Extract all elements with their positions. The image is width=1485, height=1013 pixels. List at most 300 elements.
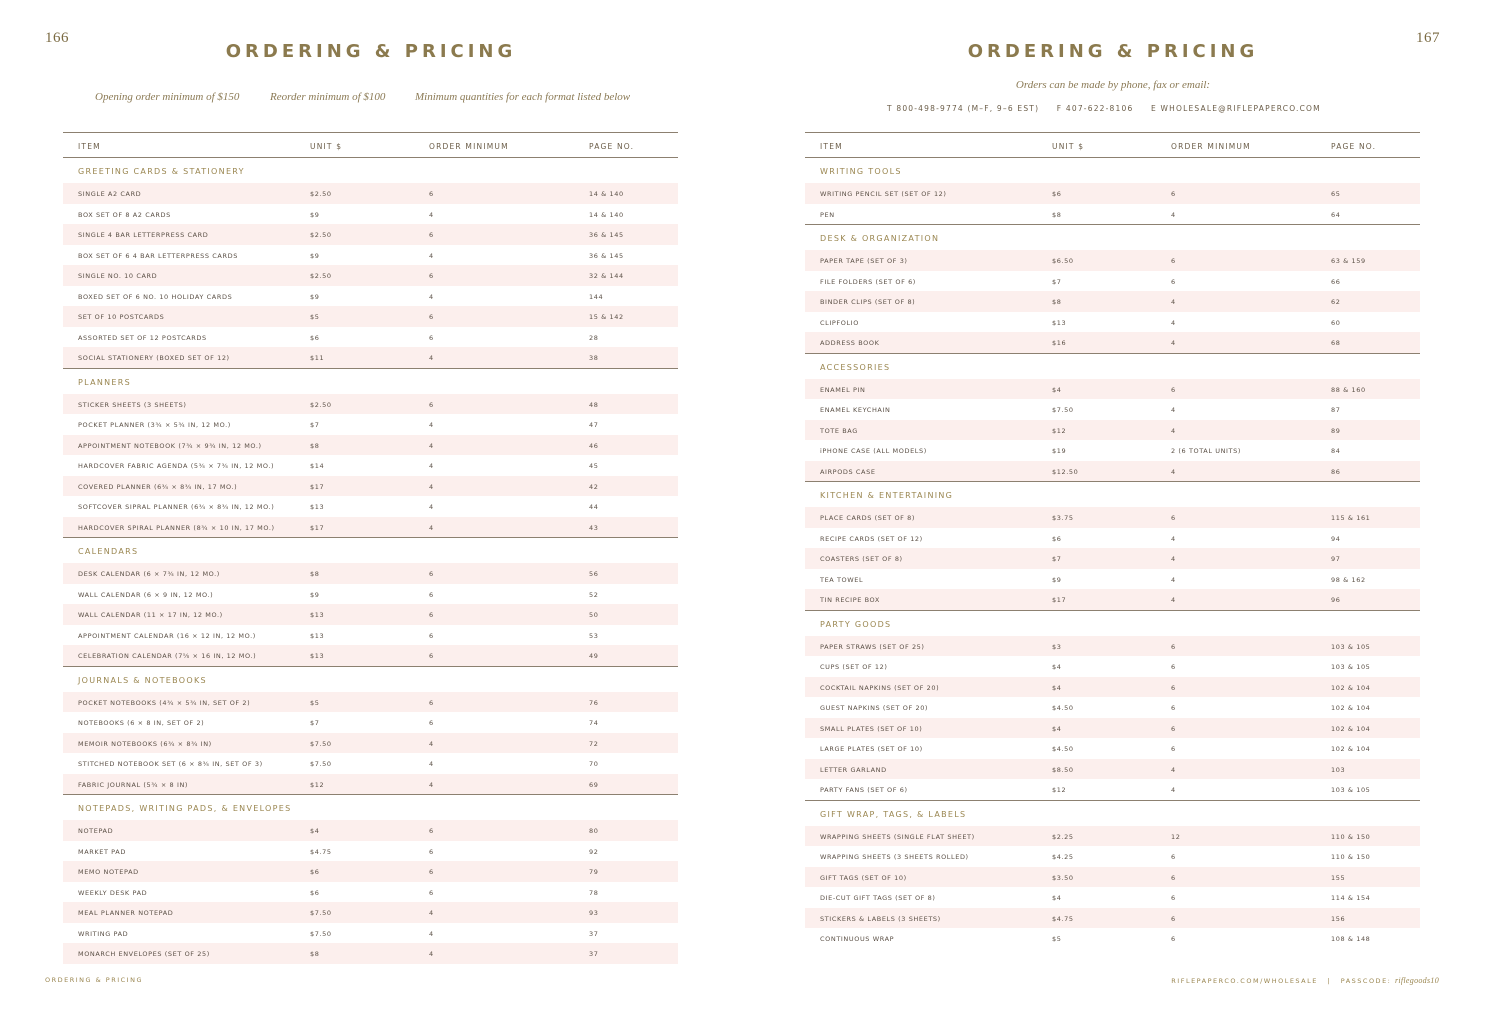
unit-price: $8: [1052, 210, 1062, 219]
table-row: [63, 183, 678, 204]
section-title: GIFT WRAP, TAGS, & LABELS: [820, 809, 967, 819]
table-row: [63, 861, 678, 882]
section-rows: [805, 250, 1420, 353]
page-number: 115 & 161: [1331, 514, 1371, 522]
unit-price: $14: [310, 462, 325, 470]
table-row: [805, 867, 1420, 888]
unit-price: $6: [310, 333, 320, 342]
item-name: AIRPODS CASE: [820, 467, 876, 476]
order-minimum: 6: [429, 847, 434, 856]
footer-label: ORDERING & PRICING: [45, 976, 143, 984]
order-minimum: 4: [1171, 210, 1176, 219]
section-heading: [805, 610, 1420, 636]
section-heading: [63, 794, 678, 820]
page-number: 102 & 104: [1331, 683, 1371, 692]
table-row: [805, 928, 1420, 949]
unit-price: $5: [310, 698, 320, 707]
unit-price: $6: [1052, 534, 1062, 543]
page-number: 46: [589, 441, 599, 450]
table-row: [805, 548, 1420, 569]
item-name: iPHONE CASE (ALL MODELS): [820, 447, 927, 455]
item-name: MONARCH ENVELOPES (SET OF 25): [78, 950, 210, 958]
unit-price: $4.75: [310, 847, 332, 856]
page-number: 52: [589, 590, 599, 599]
opening-order-note: Opening order minimum of $150: [95, 91, 240, 103]
fax-contact[interactable]: F 407-622-8106: [1056, 104, 1134, 113]
table-row: [63, 584, 678, 605]
unit-price: $13: [310, 503, 325, 511]
page-number: 38: [589, 354, 599, 362]
page-number: 14 & 140: [589, 190, 624, 198]
section-title: PARTY GOODS: [820, 619, 892, 629]
unit-price: $2.50: [310, 190, 332, 198]
item-name: MEMOIR NOTEBOOKS (6¾ × 8¾ IN): [78, 739, 212, 748]
unit-price: $12: [1052, 426, 1067, 435]
wholesale-link[interactable]: RIFLEPAPERCO.COM/WHOLESALE: [1171, 977, 1318, 985]
item-name: SINGLE A2 CARD: [78, 190, 142, 198]
section-rows: [63, 563, 678, 666]
table-row: [805, 379, 1420, 400]
section-rows: [63, 692, 678, 795]
page-number: 62: [1331, 298, 1341, 306]
table-row: [805, 312, 1420, 333]
order-minimum: 4: [429, 292, 434, 301]
unit-price: $16: [1052, 339, 1067, 347]
item-name: SOCIAL STATIONERY (BOXED SET OF 12): [78, 354, 230, 362]
page-number: 14 & 140: [589, 210, 624, 219]
table-row: [63, 692, 678, 713]
order-minimum: 6: [1171, 663, 1176, 671]
order-minimum: 4: [429, 441, 434, 450]
table-row: [63, 265, 678, 286]
item-name: FABRIC JOURNAL (5¾ × 8 IN): [78, 780, 189, 789]
order-minimum: 4: [1171, 596, 1176, 604]
section-rows: [805, 183, 1420, 224]
item-name: WALL CALENDAR (11 × 17 IN, 12 MO.): [78, 611, 223, 619]
order-minimum: 6: [1171, 704, 1176, 712]
item-name: CUPS (SET OF 12): [820, 663, 888, 671]
page-number: 53: [589, 631, 599, 640]
page-number: 15 & 142: [589, 313, 624, 321]
unit-price: $8: [1052, 298, 1062, 306]
item-name: DIE-CUT GIFT TAGS (SET OF 8): [820, 894, 936, 902]
page-title: ORDERING & PRICING: [967, 41, 1259, 62]
order-minimum: 4: [429, 462, 434, 470]
unit-price: $4.75: [1052, 914, 1074, 923]
unit-price: $4: [1052, 724, 1062, 733]
email-contact[interactable]: E WHOLESALE@RIFLEPAPERCO.COM: [1151, 104, 1321, 113]
page-number: 110 & 150: [1331, 832, 1371, 841]
pricing-table: [63, 132, 678, 964]
order-minimum: 6: [429, 868, 434, 876]
item-name: SINGLE 4 BAR LETTERPRESS CARD: [78, 231, 209, 239]
table-row: [63, 517, 678, 538]
section-heading: [805, 353, 1420, 379]
table-row: [805, 826, 1420, 847]
section-title: GREETING CARDS & STATIONERY: [78, 167, 245, 176]
item-name: STICKER SHEETS (3 SHEETS): [78, 400, 187, 409]
unit-price: $4.25: [1052, 853, 1074, 861]
order-minimum: 6: [1171, 914, 1176, 923]
unit-price: $13: [310, 652, 325, 660]
order-minimum: 6: [1171, 853, 1176, 861]
section-rows: [805, 379, 1420, 482]
item-name: WRITING PENCIL SET (SET OF 12): [820, 190, 947, 198]
table-row: [63, 327, 678, 348]
item-name: BOX SET OF 6 4 BAR LETTERPRESS CARDS: [78, 251, 238, 260]
page-number: 167: [1416, 30, 1440, 46]
order-minimum: 6: [1171, 683, 1176, 692]
item-name: PAPER TAPE (SET OF 3): [820, 257, 908, 265]
page-number: 65: [1331, 190, 1341, 198]
item-name: MEAL PLANNER NOTEPAD: [78, 909, 174, 917]
page-number: 166: [45, 30, 69, 46]
unit-price: $6: [310, 868, 320, 876]
item-name: WEEKLY DESK PAD: [78, 888, 148, 897]
pricing-table: [805, 132, 1420, 949]
order-minimum: 4: [429, 482, 434, 491]
unit-price: $4.50: [1052, 745, 1074, 753]
order-minimum: 4: [1171, 298, 1176, 306]
unit-price: $9: [310, 292, 320, 301]
order-minimum: 6: [1171, 745, 1176, 753]
item-name: DESK CALENDAR (6 × 7¾ IN, 12 MO.): [78, 570, 220, 578]
table-row: [63, 753, 678, 774]
item-column-header: ITEM: [820, 142, 843, 151]
order-minimum: 6: [1171, 873, 1176, 882]
page-number: 97: [1331, 555, 1341, 563]
passcode-label: PASSCODE:: [1340, 977, 1392, 985]
order-minimum-column-header: ORDER MINIMUM: [1171, 142, 1251, 151]
unit-price: $9: [310, 210, 320, 219]
unit-price: $13: [310, 611, 325, 619]
order-minimum: 4: [429, 523, 434, 532]
table-row: [63, 435, 678, 456]
unit-price: $17: [310, 482, 325, 491]
page-number: 28: [589, 333, 599, 342]
unit-price: $5: [1052, 935, 1062, 943]
order-minimum-column-header: ORDER MINIMUM: [429, 142, 509, 151]
page-number: 89: [1331, 426, 1341, 435]
order-minimum: 6: [1171, 257, 1176, 265]
page-number: 45: [589, 462, 599, 470]
item-name: BOXED SET OF 6 NO. 10 HOLIDAY CARDS: [78, 292, 233, 301]
order-minimum: 6: [429, 698, 434, 707]
unit-price: $2.50: [310, 231, 332, 239]
table-row: [63, 604, 678, 625]
order-minimum: 6: [429, 570, 434, 578]
page-number: 102 & 104: [1331, 724, 1371, 733]
unit-price: $6: [1052, 190, 1062, 198]
item-name: MARKET PAD: [78, 847, 126, 856]
section-heading: [63, 368, 678, 394]
section-title: WRITING TOOLS: [820, 167, 902, 176]
unit-price: $19: [1052, 447, 1067, 455]
order-minimum: 6: [1171, 724, 1176, 733]
unit-price: $9: [1052, 575, 1062, 584]
page-number: 72: [589, 739, 599, 748]
table-row: [63, 943, 678, 964]
unit-price: $12: [310, 780, 325, 789]
table-row: [63, 455, 678, 476]
contact-line: [887, 104, 1335, 113]
unit-price: $4: [310, 827, 320, 835]
page-number: 32 & 144: [589, 272, 624, 280]
order-minimum: 4: [1171, 467, 1176, 476]
table-row: [63, 306, 678, 327]
table-row: [805, 697, 1420, 718]
page-number: 102 & 104: [1331, 704, 1371, 712]
page-number: 36 & 145: [589, 231, 624, 239]
item-name: APPOINTMENT CALENDAR (16 × 12 IN, 12 MO.): [78, 631, 256, 640]
item-name: PAPER STRAWS (SET OF 25): [820, 642, 925, 651]
section-rows: [805, 826, 1420, 949]
page-number: 110 & 150: [1331, 853, 1371, 861]
item-name: HARDCOVER FABRIC AGENDA (5¾ × 7¾ IN, 12 MO.): [78, 462, 275, 470]
item-name: CONTINUOUS WRAP: [820, 935, 895, 943]
item-name: LETTER GARLAND: [820, 765, 887, 774]
item-name: WALL CALENDAR (6 × 9 IN, 12 MO.): [78, 590, 214, 599]
table-row: [63, 733, 678, 754]
order-minimum: 6: [429, 590, 434, 599]
unit-price: $4: [1052, 894, 1062, 902]
table-row: [805, 846, 1420, 867]
item-name: ADDRESS BOOK: [820, 339, 880, 347]
item-name: CELEBRATION CALENDAR (7⅝ × 16 IN, 12 MO.): [78, 652, 257, 660]
item-name: WRAPPING SHEETS (3 SHEETS ROLLED): [820, 853, 969, 861]
page-number: 37: [589, 929, 599, 938]
table-row: [805, 656, 1420, 677]
table-row: [805, 271, 1420, 292]
unit-price: $8: [310, 441, 320, 450]
order-minimum: 6: [429, 631, 434, 640]
unit-price: $3.50: [1052, 873, 1074, 882]
order-minimum: 4: [429, 929, 434, 938]
page-number: 144: [589, 292, 604, 301]
table-row: [805, 204, 1420, 225]
unit-price: $2.50: [310, 272, 332, 280]
order-minimum: 6: [1171, 190, 1176, 198]
order-minimum: 4: [429, 251, 434, 260]
page-number: 103: [1331, 765, 1346, 774]
table-row: [805, 332, 1420, 353]
page-number: 70: [589, 760, 599, 768]
order-minimum: 6: [429, 652, 434, 660]
page-number: 87: [1331, 406, 1341, 414]
table-row: [63, 414, 678, 435]
table-row: [805, 677, 1420, 698]
page-number: 79: [589, 868, 599, 876]
unit-price: $7.50: [1052, 406, 1074, 414]
unit-price: $12.50: [1052, 467, 1079, 476]
unit-price: $7.50: [310, 739, 332, 748]
item-name: MEMO NOTEPAD: [78, 868, 139, 876]
item-name: WRAPPING SHEETS (SINGLE FLAT SHEET): [820, 832, 975, 841]
section-title: KITCHEN & ENTERTAINING: [820, 491, 954, 500]
table-row: [63, 625, 678, 646]
unit-price: $7.50: [310, 929, 332, 938]
unit-price: $4.50: [1052, 704, 1074, 712]
item-name: TOTE BAG: [820, 426, 858, 435]
unit-price: $17: [1052, 596, 1067, 604]
section-rows: [63, 183, 678, 368]
unit-price: $7: [1052, 277, 1062, 286]
order-minimum: 2 (6 TOTAL UNITS): [1171, 447, 1241, 455]
section-title: JOURNALS & NOTEBOOKS: [78, 675, 207, 685]
order-minimum: 4: [1171, 575, 1176, 584]
order-minimum: 4: [1171, 765, 1176, 774]
table-row: [63, 774, 678, 795]
page-number: 102 & 104: [1331, 745, 1371, 753]
unit-price: $7: [1052, 555, 1062, 563]
item-name: GUEST NAPKINS (SET OF 20): [820, 704, 929, 712]
page-number: 76: [589, 698, 599, 707]
unit-price: $8.50: [1052, 765, 1074, 774]
table-row: [63, 882, 678, 903]
page-number: 63 & 159: [1331, 257, 1366, 265]
section-heading: [805, 800, 1420, 826]
order-minimum: 6: [429, 190, 434, 198]
page-number: 103 & 105: [1331, 786, 1371, 794]
item-column-header: ITEM: [78, 142, 101, 151]
table-row: [63, 347, 678, 368]
page-number: 43: [589, 523, 599, 532]
item-name: COASTERS (SET OF 8): [820, 555, 903, 563]
page-number: 60: [1331, 318, 1341, 327]
minimum-quantities-note: Minimum quantities for each format listed below: [415, 91, 631, 103]
page-number: 68: [1331, 339, 1341, 347]
page-number: 103 & 105: [1331, 642, 1371, 651]
item-name: BINDER CLIPS (SET OF 8): [820, 298, 916, 306]
page-number: 103 & 105: [1331, 663, 1371, 671]
unit-price: $6: [310, 888, 320, 897]
section-rows: [63, 394, 678, 538]
table-row: [63, 563, 678, 584]
table-row: [63, 645, 678, 666]
table-row: [63, 394, 678, 415]
table-row: [63, 496, 678, 517]
page-number: 69: [589, 780, 599, 789]
item-name: WRITING PAD: [78, 929, 129, 938]
item-name: SET OF 10 POSTCARDS: [78, 313, 165, 321]
table-row: [63, 902, 678, 923]
table-row: [63, 286, 678, 307]
page-number: 50: [589, 611, 599, 619]
page-number: 36 & 145: [589, 251, 624, 260]
unit-price: $13: [310, 631, 325, 640]
unit-price: $9: [310, 251, 320, 260]
section-heading: [63, 666, 678, 692]
unit-price: $8: [310, 950, 320, 958]
left-page: [0, 0, 742, 1013]
page-number: 92: [589, 847, 599, 856]
section-title: PLANNERS: [78, 377, 131, 387]
item-name: APPOINTMENT NOTEBOOK (7¾ × 9¾ IN, 12 MO.): [78, 441, 262, 450]
item-name: CLIPFOLIO: [820, 318, 859, 327]
phone-contact[interactable]: T 800-498-9774 (M–F, 9–6 EST): [887, 104, 1040, 113]
unit-price: $17: [310, 523, 325, 532]
page-number-column-header: PAGE NO.: [1331, 142, 1377, 151]
page-number: 84: [1331, 447, 1341, 455]
unit-price: $12: [1052, 786, 1067, 794]
item-name: POCKET PLANNER (3¾ × 5¾ IN, 12 MO.): [78, 421, 231, 429]
unit-price: $7: [310, 719, 320, 727]
table-row: [63, 476, 678, 497]
order-minimum: 6: [429, 400, 434, 409]
order-minimum: 4: [429, 739, 434, 748]
page-number: 80: [589, 827, 599, 835]
table-row: [805, 440, 1420, 461]
page-number: 49: [589, 652, 599, 660]
order-minimum: 4: [429, 760, 434, 768]
item-name: NOTEBOOKS (6 × 8 IN, SET OF 2): [78, 719, 205, 727]
order-minimum: 6: [1171, 514, 1176, 522]
table-row: [805, 738, 1420, 759]
item-name: COCKTAIL NAPKINS (SET OF 20): [820, 683, 940, 692]
section-heading: [63, 158, 678, 183]
order-minimum: 4: [1171, 426, 1176, 435]
table-row: [805, 759, 1420, 780]
section-title: NOTEPADS, WRITING PADS, & ENVELOPES: [78, 804, 292, 813]
order-minimum: 4: [1171, 339, 1176, 347]
order-methods-note: Orders can be made by phone, fax or email:: [1015, 79, 1211, 91]
table-row: [805, 291, 1420, 312]
footer-separator: |: [1327, 977, 1332, 985]
table-row: [805, 528, 1420, 549]
page-number: 93: [589, 909, 599, 917]
order-minimum: 6: [429, 888, 434, 897]
item-name: FILE FOLDERS (SET OF 6): [820, 277, 916, 286]
table-row: [805, 779, 1420, 800]
section-rows: [805, 636, 1420, 800]
order-minimum: 4: [429, 950, 434, 958]
order-minimum: 6: [429, 272, 434, 280]
unit-price: $4: [1052, 663, 1062, 671]
item-name: LARGE PLATES (SET OF 10): [820, 745, 923, 753]
item-name: TEA TOWEL: [820, 575, 864, 584]
order-minimum: 4: [429, 354, 434, 362]
order-minimum: 6: [1171, 894, 1176, 902]
unit-price: $2.25: [1052, 832, 1074, 841]
reorder-note: Reorder minimum of $100: [270, 91, 386, 103]
page-number: 96: [1331, 596, 1341, 604]
table-row: [805, 589, 1420, 610]
page-number: 44: [589, 503, 599, 511]
table-row: [63, 245, 678, 266]
unit-price: $6.50: [1052, 257, 1074, 265]
item-name: BOX SET OF 8 A2 CARDS: [78, 210, 171, 219]
passcode-value: riflegoods10: [1394, 976, 1439, 985]
item-name: ENAMEL PIN: [820, 385, 866, 394]
item-name: TIN RECIPE BOX: [820, 596, 880, 604]
order-minimum: 12: [1171, 832, 1181, 841]
unit-price: $7: [310, 421, 320, 429]
page-number: 108 & 148: [1331, 935, 1371, 943]
table-row: [805, 183, 1420, 204]
order-minimum: 6: [429, 611, 434, 619]
table-row: [63, 712, 678, 733]
page-number: 94: [1331, 534, 1341, 543]
unit-price-column-header: UNIT $: [1052, 142, 1085, 151]
order-minimum: 4: [429, 503, 434, 511]
item-name: POCKET NOTEBOOKS (4¾ × 5¾ IN, SET OF 2): [78, 698, 251, 707]
unit-price: $3: [1052, 642, 1062, 651]
item-name: SOFTCOVER SIPRAL PLANNER (6¾ × 8¾ IN, 12 MO.): [78, 503, 275, 511]
section-title: ACCESSORIES: [820, 362, 891, 372]
unit-price: $8: [310, 570, 320, 578]
page-number: 98 & 162: [1331, 575, 1366, 584]
table-row: [805, 420, 1420, 441]
